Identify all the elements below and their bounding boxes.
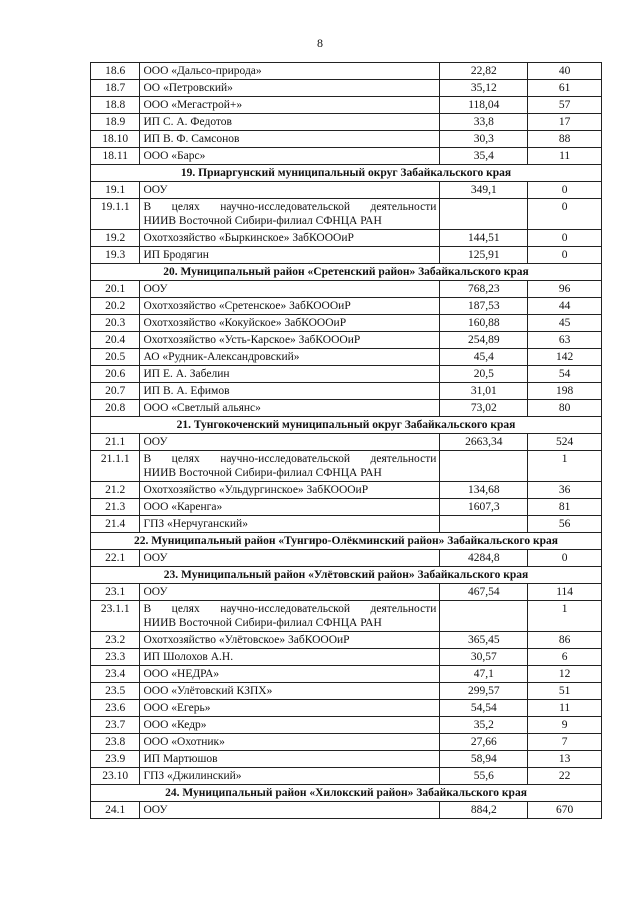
row-number: 18.6 <box>91 63 140 80</box>
row-count: 0 <box>528 182 602 199</box>
row-count: 22 <box>528 768 602 785</box>
row-area: 187,53 <box>440 298 528 315</box>
row-name: ИП В. Ф. Самсонов <box>140 131 440 148</box>
row-area: 254,89 <box>440 332 528 349</box>
row-count: 80 <box>528 400 602 417</box>
row-area: 349,1 <box>440 182 528 199</box>
row-count: 13 <box>528 751 602 768</box>
row-name: ООО «Кедр» <box>140 717 440 734</box>
row-count: 57 <box>528 97 602 114</box>
row-count: 9 <box>528 717 602 734</box>
row-name <box>140 451 440 482</box>
table-row <box>91 717 602 734</box>
row-count: 0 <box>528 247 602 264</box>
row-number: 23.6 <box>91 700 140 717</box>
row-count: 670 <box>528 802 602 819</box>
row-area: 47,1 <box>440 666 528 683</box>
row-number: 20.4 <box>91 332 140 349</box>
row-number: 21.2 <box>91 482 140 499</box>
row-area: 58,94 <box>440 751 528 768</box>
row-count: 61 <box>528 80 602 97</box>
table-row <box>91 649 602 666</box>
quota-table-body <box>91 63 602 819</box>
row-name: Охотхозяйство «Улётовское» ЗабКОООиР <box>140 632 440 649</box>
row-number: 18.9 <box>91 114 140 131</box>
row-name: ГПЗ «Нерчуганский» <box>140 516 440 533</box>
row-area: 30,57 <box>440 649 528 666</box>
section-title: 22. Муниципальный район «Тунгиро-Олёкминский район» Забайкальского края <box>91 533 602 550</box>
row-number: 21.1 <box>91 434 140 451</box>
table-row <box>91 768 602 785</box>
row-area <box>440 601 528 632</box>
row-area: 884,2 <box>440 802 528 819</box>
row-number: 19.3 <box>91 247 140 264</box>
row-number: 23.9 <box>91 751 140 768</box>
row-count: 17 <box>528 114 602 131</box>
row-name <box>140 601 440 632</box>
row-count: 1 <box>528 601 602 632</box>
row-number: 21.1.1 <box>91 451 140 482</box>
row-number: 19.2 <box>91 230 140 247</box>
table-row <box>91 601 602 632</box>
row-number: 20.5 <box>91 349 140 366</box>
table-row <box>91 383 602 400</box>
row-name: ИП Бродягин <box>140 247 440 264</box>
table-row <box>91 734 602 751</box>
row-area: 73,02 <box>440 400 528 417</box>
row-number: 18.10 <box>91 131 140 148</box>
table-row <box>91 451 602 482</box>
table-row <box>91 332 602 349</box>
row-count: 40 <box>528 63 602 80</box>
row-number: 23.7 <box>91 717 140 734</box>
row-number: 23.3 <box>91 649 140 666</box>
table-row <box>91 114 602 131</box>
row-name <box>140 199 440 230</box>
row-area: 35,12 <box>440 80 528 97</box>
row-number: 20.6 <box>91 366 140 383</box>
row-name: ООО «Мегастрой+» <box>140 97 440 114</box>
row-count: 45 <box>528 315 602 332</box>
row-name: Охотхозяйство «Сретенское» ЗабКОООиР <box>140 298 440 315</box>
row-area: 45,4 <box>440 349 528 366</box>
section-header-row <box>91 533 602 550</box>
row-name-line-1: В целях научно-исследовательской деятельности <box>143 453 437 465</box>
row-count: 96 <box>528 281 602 298</box>
table-row <box>91 499 602 516</box>
row-number: 19.1.1 <box>91 199 140 230</box>
row-area: 55,6 <box>440 768 528 785</box>
row-number: 20.1 <box>91 281 140 298</box>
section-title: 19. Приаргунский муниципальный округ Забайкальского края <box>91 165 602 182</box>
table-row <box>91 700 602 717</box>
row-number: 19.1 <box>91 182 140 199</box>
row-name: ООО «Барс» <box>140 148 440 165</box>
row-area: 54,54 <box>440 700 528 717</box>
row-count: 81 <box>528 499 602 516</box>
row-area: 467,54 <box>440 584 528 601</box>
row-name: Охотхозяйство «Быркинское» ЗабКОООиР <box>140 230 440 247</box>
row-name: ООО «Светлый альянс» <box>140 400 440 417</box>
row-name-line-1: В целях научно-исследовательской деятельности <box>143 201 437 213</box>
row-count: 11 <box>528 148 602 165</box>
row-area: 1607,3 <box>440 499 528 516</box>
row-name-line-2: НИИВ Восточной Сибири-филиал СФНЦА РАН <box>143 215 382 227</box>
table-row <box>91 516 602 533</box>
row-area: 118,04 <box>440 97 528 114</box>
section-header-row <box>91 165 602 182</box>
row-name: ООО «НЕДРА» <box>140 666 440 683</box>
row-name: ООО «Улётовский КЗПХ» <box>140 683 440 700</box>
row-number: 23.2 <box>91 632 140 649</box>
row-number: 22.1 <box>91 550 140 567</box>
row-name: ООО «Дальсо-природа» <box>140 63 440 80</box>
table-row <box>91 247 602 264</box>
table-row <box>91 366 602 383</box>
row-number: 24.1 <box>91 802 140 819</box>
row-count: 0 <box>528 199 602 230</box>
section-header-row <box>91 785 602 802</box>
table-row <box>91 131 602 148</box>
row-count: 11 <box>528 700 602 717</box>
table-row <box>91 148 602 165</box>
row-name: ГПЗ «Джилинский» <box>140 768 440 785</box>
table-row <box>91 63 602 80</box>
row-name: ООО «Егерь» <box>140 700 440 717</box>
row-number: 20.2 <box>91 298 140 315</box>
row-count: 12 <box>528 666 602 683</box>
row-count: 54 <box>528 366 602 383</box>
row-area: 30,3 <box>440 131 528 148</box>
row-number: 23.1.1 <box>91 601 140 632</box>
row-number: 18.7 <box>91 80 140 97</box>
table-row <box>91 434 602 451</box>
table-row <box>91 182 602 199</box>
row-area: 768,23 <box>440 281 528 298</box>
row-area <box>440 451 528 482</box>
table-row <box>91 584 602 601</box>
row-area: 2663,34 <box>440 434 528 451</box>
row-count: 198 <box>528 383 602 400</box>
row-area: 27,66 <box>440 734 528 751</box>
row-name: ООУ <box>140 584 440 601</box>
section-title: 20. Муниципальный район «Сретенский район» Забайкальского края <box>91 264 602 281</box>
quota-table <box>90 62 602 819</box>
row-area: 22,82 <box>440 63 528 80</box>
row-number: 23.10 <box>91 768 140 785</box>
table-row <box>91 315 602 332</box>
row-area: 160,88 <box>440 315 528 332</box>
row-area: 20,5 <box>440 366 528 383</box>
page-number: 8 <box>317 36 323 50</box>
row-count: 56 <box>528 516 602 533</box>
table-row <box>91 281 602 298</box>
row-number: 21.3 <box>91 499 140 516</box>
section-title: 21. Тунгокоченский муниципальный округ Забайкальского края <box>91 417 602 434</box>
table-row <box>91 751 602 768</box>
row-name: ООУ <box>140 802 440 819</box>
section-title: 24. Муниципальный район «Хилокский район» Забайкальского края <box>91 785 602 802</box>
row-count: 114 <box>528 584 602 601</box>
row-number: 20.7 <box>91 383 140 400</box>
row-name: АО «Рудник-Александровский» <box>140 349 440 366</box>
row-count: 36 <box>528 482 602 499</box>
row-area: 31,01 <box>440 383 528 400</box>
row-count: 0 <box>528 550 602 567</box>
section-header-row <box>91 417 602 434</box>
row-name: ИП С. А. Федотов <box>140 114 440 131</box>
row-name: ООО «Каренга» <box>140 499 440 516</box>
row-number: 20.3 <box>91 315 140 332</box>
row-area: 134,68 <box>440 482 528 499</box>
row-area: 4284,8 <box>440 550 528 567</box>
table-row <box>91 683 602 700</box>
row-count: 63 <box>528 332 602 349</box>
row-number: 20.8 <box>91 400 140 417</box>
row-area: 33,8 <box>440 114 528 131</box>
row-count: 44 <box>528 298 602 315</box>
table-row <box>91 666 602 683</box>
row-number: 23.5 <box>91 683 140 700</box>
table-row <box>91 97 602 114</box>
row-name: Охотхозяйство «Усть-Карское» ЗабКОООиР <box>140 332 440 349</box>
table-row <box>91 199 602 230</box>
row-name: ИП Шолохов А.Н. <box>140 649 440 666</box>
row-name: ИП Мартюшов <box>140 751 440 768</box>
table-row <box>91 550 602 567</box>
section-title: 23. Муниципальный район «Улётовский район» Забайкальского края <box>91 567 602 584</box>
table-row <box>91 482 602 499</box>
section-header-row <box>91 567 602 584</box>
row-area: 144,51 <box>440 230 528 247</box>
row-area: 125,91 <box>440 247 528 264</box>
row-area: 365,45 <box>440 632 528 649</box>
row-area: 299,57 <box>440 683 528 700</box>
row-number: 23.4 <box>91 666 140 683</box>
row-name-line-2: НИИВ Восточной Сибири-филиал СФНЦА РАН <box>143 617 382 629</box>
row-number: 23.8 <box>91 734 140 751</box>
section-header-row <box>91 264 602 281</box>
table-row <box>91 230 602 247</box>
row-name: ОО «Петровский» <box>140 80 440 97</box>
row-name: ООУ <box>140 550 440 567</box>
row-name-line-1: В целях научно-исследовательской деятельности <box>143 603 437 615</box>
row-number: 18.8 <box>91 97 140 114</box>
table-row <box>91 298 602 315</box>
row-area: 35,2 <box>440 717 528 734</box>
row-count: 1 <box>528 451 602 482</box>
row-number: 23.1 <box>91 584 140 601</box>
row-number: 18.11 <box>91 148 140 165</box>
row-name: ООУ <box>140 281 440 298</box>
row-count: 86 <box>528 632 602 649</box>
table-row <box>91 80 602 97</box>
table-row <box>91 349 602 366</box>
row-count: 51 <box>528 683 602 700</box>
row-count: 88 <box>528 131 602 148</box>
row-name: ИП В. А. Ефимов <box>140 383 440 400</box>
row-count: 0 <box>528 230 602 247</box>
row-count: 524 <box>528 434 602 451</box>
row-number: 21.4 <box>91 516 140 533</box>
row-count: 142 <box>528 349 602 366</box>
row-name: ООО «Охотник» <box>140 734 440 751</box>
row-name-line-2: НИИВ Восточной Сибири-филиал СФНЦА РАН <box>143 467 382 479</box>
row-area <box>440 516 528 533</box>
row-count: 7 <box>528 734 602 751</box>
row-name: ООУ <box>140 434 440 451</box>
row-count: 6 <box>528 649 602 666</box>
table-row <box>91 400 602 417</box>
row-area <box>440 199 528 230</box>
row-name: ООУ <box>140 182 440 199</box>
row-name: Охотхозяйство «Кокуйское» ЗабКОООиР <box>140 315 440 332</box>
table-row <box>91 802 602 819</box>
row-name: ИП Е. А. Забелин <box>140 366 440 383</box>
table-row <box>91 632 602 649</box>
row-name: Охотхозяйство «Ульдургинское» ЗабКОООиР <box>140 482 440 499</box>
row-area: 35,4 <box>440 148 528 165</box>
